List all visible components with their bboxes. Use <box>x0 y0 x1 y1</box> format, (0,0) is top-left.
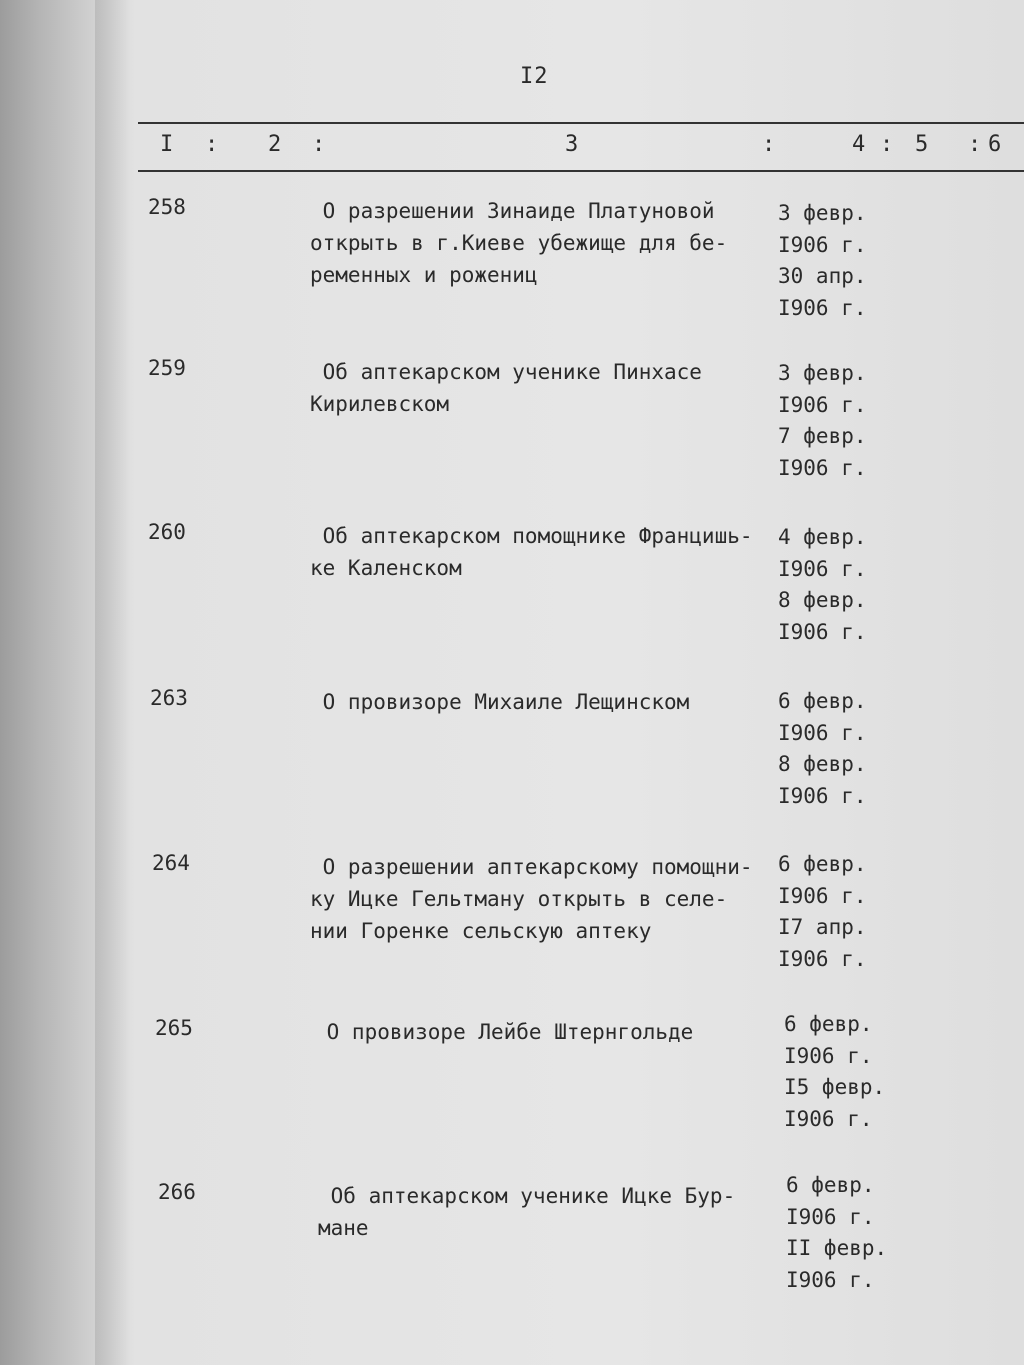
row-number: 259 <box>148 356 186 380</box>
row-number: 265 <box>155 1016 193 1040</box>
row-description: Об аптекарском ученике Пинхасе Кирилевском <box>310 360 702 416</box>
header-col-4: 4 <box>852 132 866 157</box>
row-dates: 4 февр. I906 г. 8 февр. I906 г. <box>778 525 867 644</box>
row-description: О разрешении аптекарскому помощни- ку Ицке Гельтману открыть в селе- нии Горенке сельскую аптеку <box>310 855 753 943</box>
row-dates: 3 февр. I906 г. 7 февр. I906 г. <box>778 361 867 480</box>
row-dates: 3 февр. I906 г. 30 апр. I906 г. <box>778 201 867 320</box>
header-col-1: I <box>160 132 174 157</box>
header-sep: : <box>205 132 219 157</box>
row-dates: 6 февр. I906 г. I5 февр. I906 г. <box>784 1012 886 1131</box>
page-fold-shadow <box>95 0 135 1365</box>
header-rule-bottom <box>138 170 1024 172</box>
header-sep: : <box>762 132 776 157</box>
header-col-5: 5 <box>915 132 929 157</box>
header-sep: : <box>312 132 326 157</box>
row-dates: 6 февр. I906 г. II февр. I906 г. <box>786 1173 888 1292</box>
row-dates: 6 февр. I906 г. 8 февр. I906 г. <box>778 689 867 808</box>
row-number: 263 <box>150 686 188 710</box>
header-col-2: 2 <box>268 132 282 157</box>
row-number: 258 <box>148 195 186 219</box>
row-number: 260 <box>148 520 186 544</box>
row-description: О провизоре Михаиле Лещинском <box>310 690 690 714</box>
header-col-6: 6 <box>988 132 1002 157</box>
row-description: О разрешении Зинаиде Платуновой открыть в г.Киеве убежище для бе- ременных и рожениц <box>310 199 728 287</box>
header-sep: : <box>880 132 894 157</box>
header-col-3: 3 <box>565 132 579 157</box>
row-dates: 6 февр. I906 г. I7 апр. I906 г. <box>778 852 867 971</box>
row-description: О провизоре Лейбе Штернгольде <box>314 1020 694 1044</box>
row-description: Об аптекарском ученике Ицке Бур- мане <box>318 1184 736 1240</box>
row-number: 264 <box>152 851 190 875</box>
header-sep: : <box>968 132 982 157</box>
row-number: 266 <box>158 1180 196 1204</box>
row-description: Об аптекарском помощнике Францишь- ке Каленском <box>310 524 753 580</box>
header-rule-top <box>138 122 1024 124</box>
page-number: I2 <box>520 64 549 89</box>
